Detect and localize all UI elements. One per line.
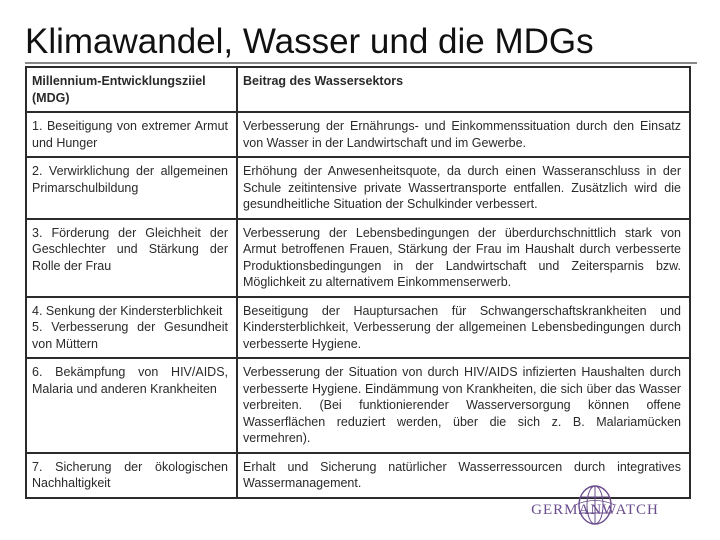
contribution-cell: Verbesserung der Situation von durch HIV/AIDS infizierten Haushalten durch verbesserte Hygiene. Eindämmung von Krankheiten, die sich über das Wasser verbreiten. (Bei funktionierender Wasserversorgung können offene Wasserflächen reduziert werden, über die sich z. B. Malariamücken vermehren). [237,358,690,453]
table-row [26,219,690,297]
goal-line: 5. Verbesserung der Gesundheit von Müttern [32,320,228,351]
mdg-table [25,66,691,499]
table-row [26,157,690,219]
goal-cell: 2. Verwirklichung der allgemeinen Primarschulbildung [26,157,237,219]
goal-cell: 1. Beseitigung von extremer Armut und Hunger [26,112,237,157]
header-goal: Millennium-Entwicklungsziiel (MDG) [26,67,237,112]
table-header-row [26,67,690,112]
contribution-cell: Erhalt und Sicherung natürlicher Wasserressourcen durch integratives Wassermanagement. [237,453,690,498]
germanwatch-logo [526,484,664,528]
contribution-cell: Verbesserung der Ernährungs- und Einkommenssituation durch den Einsatz von Wasser in der Landwirtschaft und im Gewerbe. [237,112,690,157]
title-divider [25,62,697,64]
table-row [26,358,690,453]
logo-text: GERMANWATCH [531,502,659,518]
table-row [26,112,690,157]
goal-cell [26,297,237,359]
goal-line: 4. Senkung der Kindersterblichkeit [32,303,223,318]
goal-cell: 7. Sicherung der ökologischen Nachhaltigkeit [26,453,237,498]
header-contribution: Beitrag des Wassersektors [237,67,690,112]
slide-title: Klimawandel, Wasser und die MDGs [25,22,594,61]
contribution-cell: Verbesserung der Lebensbedingungen der überdurchschnittlich stark von Armut betroffenen Frauen, Stärkung der Frau im Haushalt durch verbesserte Produktionsbedingungen in der Landwirtschaft und Zeitersparnis bzw. Möglichkeit zu alternativem Einkommenserwerb. [237,219,690,297]
goal-cell: 6. Bekämpfung von HIV/AIDS, Malaria und anderen Krankheiten [26,358,237,453]
goal-cell: 3. Förderung der Gleichheit der Geschlechter und Stärkung der Rolle der Frau [26,219,237,297]
contribution-cell: Beseitigung der Hauptursachen für Schwangerschaftskrankheiten und Kindersterblichkeit, Verbesserung der allgemeinen Lebensbedingungen durch verbesserte Hygiene. [237,297,690,359]
table-row [26,297,690,359]
contribution-cell: Erhöhung der Anwesenheitsquote, da durch einen Wasseranschluss in der Schule zeitintensive private Wassertransporte entfallen. Zusätzlich wird die gesundheitliche Situation der Schulkinder verbessert. [237,157,690,219]
